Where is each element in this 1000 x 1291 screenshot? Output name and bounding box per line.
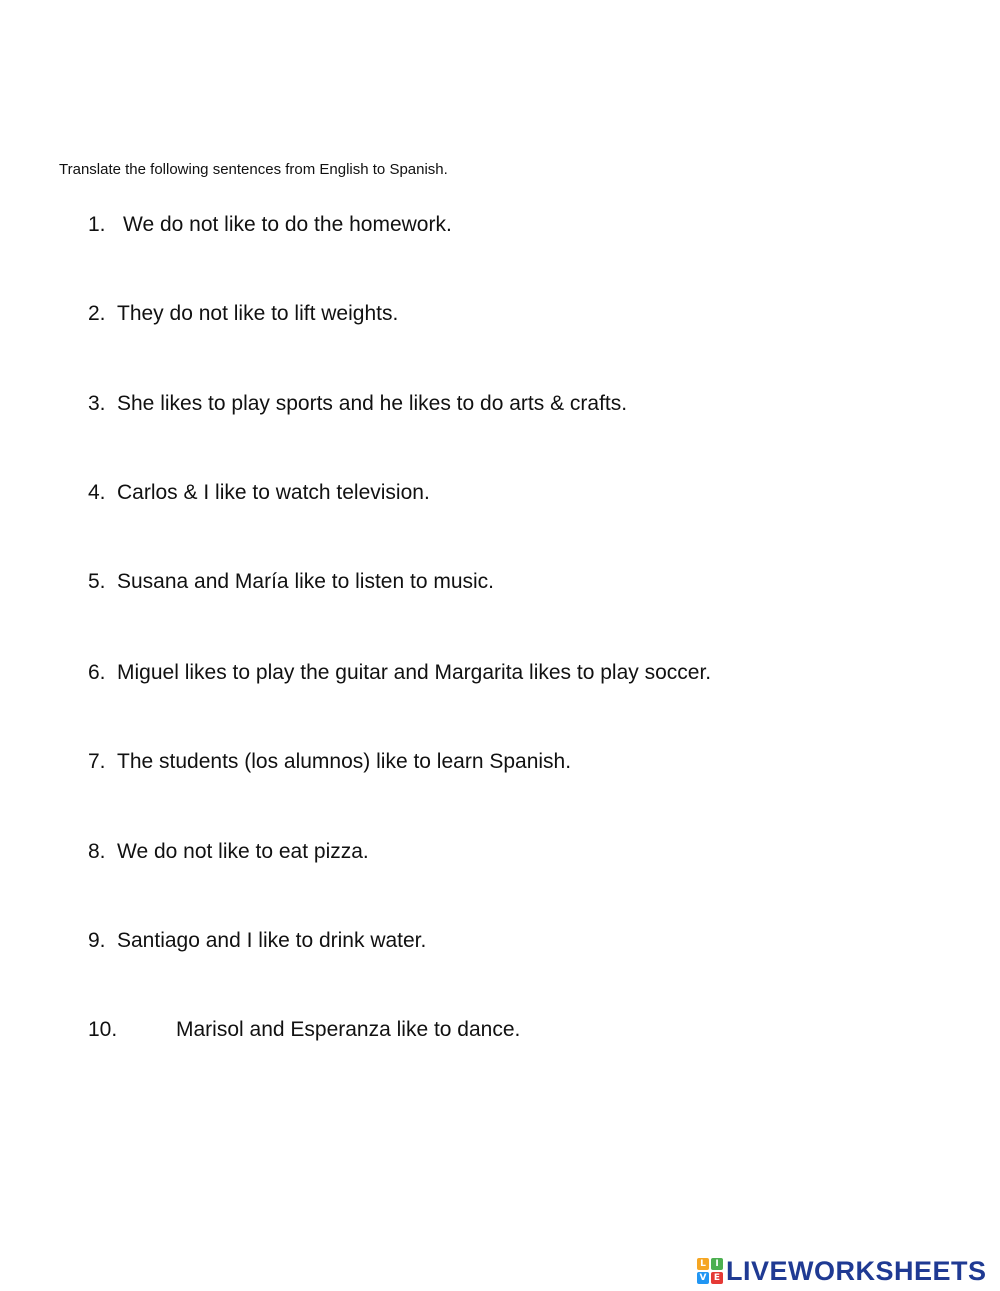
question-item [88,211,452,239]
question-number: 5. [88,570,106,593]
question-text: Carlos & I like to watch television. [117,481,430,504]
logo-mark-icon [697,1258,723,1284]
question-number: 8. [88,840,106,863]
question-item [88,300,398,328]
question-item [88,838,369,866]
logo-mark-tile: L [697,1258,709,1270]
instructions-text: Translate the following sentences from English to Spanish. [59,161,448,178]
question-item [88,390,627,418]
question-text: She likes to play sports and he likes to do arts & crafts. [117,392,628,415]
question-item [88,479,430,507]
question-text: We do not like to eat pizza. [117,840,369,863]
question-number: 4. [88,481,106,504]
question-text: The students (los alumnos) like to learn Spanish. [117,750,572,773]
question-text: They do not like to lift weights. [117,302,399,325]
question-text: Santiago and I like to drink water. [117,929,427,952]
question-text: Miguel likes to play the guitar and Margarita likes to play soccer. [117,661,712,684]
question-number: 6. [88,661,106,684]
logo-mark-tile: V [697,1272,709,1284]
question-text: We do not like to do the homework. [123,213,452,236]
logo-text: LIVEWORKSHEETS [726,1255,987,1286]
logo-mark-tile: I [711,1258,723,1270]
question-number: 3. [88,392,106,415]
question-number: 1. [88,213,106,236]
question-item [88,659,711,687]
question-text: Marisol and Esperanza like to dance. [176,1018,521,1041]
question-number: 10. [88,1018,118,1041]
liveworksheets-logo [697,1254,987,1288]
logo-mark-tile: E [711,1272,723,1284]
question-item [88,568,494,596]
question-item [88,1016,520,1044]
question-number: 2. [88,302,106,325]
question-item [88,748,571,776]
question-item [88,927,426,955]
question-number: 9. [88,929,106,952]
question-number: 7. [88,750,106,773]
question-text: Susana and María like to listen to music. [117,570,495,593]
